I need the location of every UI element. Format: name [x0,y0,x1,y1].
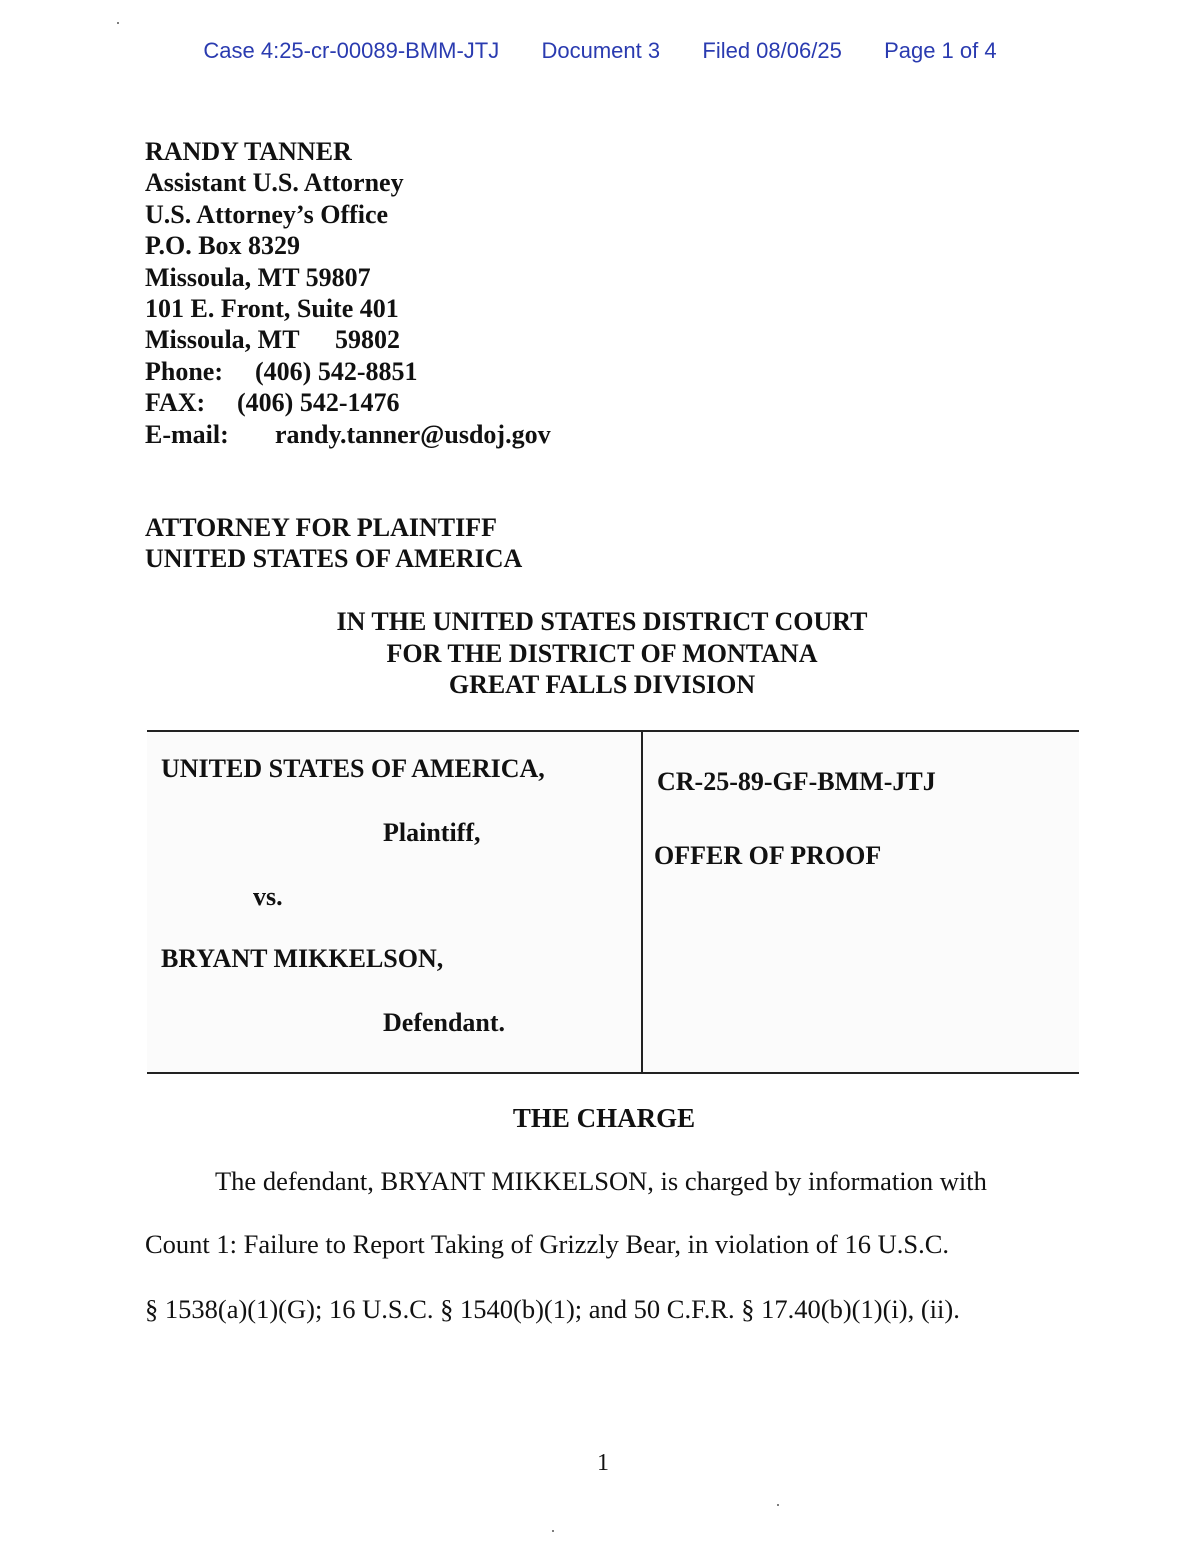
case-number: CR-25-89-GF-BMM-JTJ [657,767,936,796]
city-street-zip: 59802 [335,325,400,355]
defendant-role: Defendant. [383,1008,506,1037]
caption-divider [641,732,643,1072]
court-line1: IN THE UNITED STATES DISTRICT COURT [336,607,868,636]
attorney-title: Assistant U.S. Attorney [145,168,404,198]
page-indicator: Page 1 of 4 [884,38,997,63]
city-po: Missoula, MT 59807 [145,262,371,292]
scan-speck [777,1504,779,1506]
phone-line [145,356,551,387]
attorney-name: RANDY TANNER [145,137,352,166]
fax-line [145,387,551,418]
plaintiff-name: UNITED STATES OF AMERICA, [161,754,545,783]
email-label: E-mail: [145,419,229,449]
court-heading [302,606,902,701]
email-address: randy.tanner@usdoj.gov [275,419,551,449]
scan-speck [552,1530,554,1532]
fax-label: FAX: [145,388,206,418]
fax-number: (406) 542-1476 [237,388,400,418]
attorney-for-block [145,512,522,575]
versus: vs. [253,882,283,911]
defendant-name: BRYANT MIKKELSON, [161,944,444,973]
court-line3: GREAT FALLS DIVISION [448,670,756,699]
charge-line-2: Count 1: Failure to Report Taking of Grizzly Bear, in violation of 16 U.S.C. [145,1229,950,1259]
charge-line-1: The defendant, BRYANT MIKKELSON, is charged by information with [215,1166,987,1196]
charge-heading: THE CHARGE [512,1103,696,1133]
attorney-for-line2: UNITED STATES OF AMERICA [145,544,523,574]
plaintiff-role: Plaintiff, [383,818,481,847]
phone-number: (406) 542-8851 [255,356,418,386]
city-street [145,324,551,355]
phone-label: Phone: [145,356,223,386]
scan-speck [117,22,119,24]
document-number: Document 3 [541,38,661,63]
attorney-office: U.S. Attorney’s Office [145,199,389,229]
document-title: OFFER OF PROOF [654,841,882,870]
po-box: P.O. Box 8329 [145,231,301,261]
case-caption [147,730,1079,1074]
ecf-header [0,38,1200,64]
street-address: 101 E. Front, Suite 401 [145,294,399,324]
filed-date: Filed 08/06/25 [702,38,842,63]
email-line [145,419,551,450]
charge-line-3: § 1538(a)(1)(G); 16 U.S.C. § 1540(b)(1); and 50 C.F.R. § 17.40(b)(1)(i), (ii). [145,1294,960,1324]
case-number-header: Case 4:25-cr-00089-BMM-JTJ [203,38,500,63]
page-number: 1 [597,1450,609,1476]
city-street-part: Missoula, MT [145,325,300,355]
attorney-contact-block [145,136,551,450]
attorney-for-line1: ATTORNEY FOR PLAINTIFF [145,513,497,542]
court-line2: FOR THE DISTRICT OF MONTANA [386,638,818,668]
